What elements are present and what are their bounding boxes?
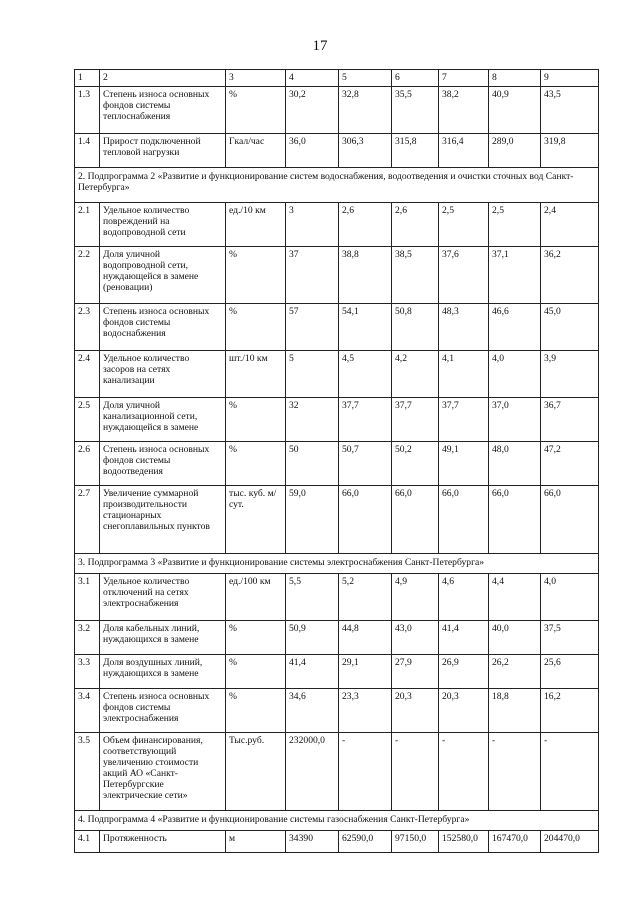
section-row xyxy=(75,811,599,831)
value-cell: 4,4 xyxy=(489,574,541,621)
value-cell: 37,7 xyxy=(439,398,489,442)
unit-cell: % xyxy=(226,398,286,442)
value-cell: 37,0 xyxy=(489,398,541,442)
value-cell: 43,5 xyxy=(541,87,599,134)
value-cell: 2,6 xyxy=(392,203,439,247)
value-cell: 289,0 xyxy=(489,134,541,168)
value-cell: - xyxy=(541,733,599,811)
indicator-name: Доля кабельных линий, нуждающихся в замене xyxy=(100,621,226,655)
value-cell: 23,3 xyxy=(339,689,392,733)
value-cell: 5 xyxy=(286,351,339,398)
row-number: 3.1 xyxy=(75,574,100,621)
header-cell: 5 xyxy=(339,70,392,87)
value-cell: 26,9 xyxy=(439,655,489,689)
table-row xyxy=(75,203,599,247)
value-cell: 40,9 xyxy=(489,87,541,134)
table-row xyxy=(75,655,599,689)
unit-cell: Гкал/час xyxy=(226,134,286,168)
value-cell: 32 xyxy=(286,398,339,442)
value-cell: 50,7 xyxy=(339,442,392,486)
row-number: 2.3 xyxy=(75,304,100,351)
value-cell: 306,3 xyxy=(339,134,392,168)
unit-cell: ед./100 км xyxy=(226,574,286,621)
row-number: 2.6 xyxy=(75,442,100,486)
value-cell: 57 xyxy=(286,304,339,351)
value-cell: 26,2 xyxy=(489,655,541,689)
value-cell: 37,6 xyxy=(439,247,489,304)
value-cell: 20,3 xyxy=(439,689,489,733)
indicator-name: Увеличение суммарной производительности стационарных снегоплавильных пунктов xyxy=(100,486,226,554)
section-row xyxy=(75,554,599,574)
value-cell: 18,8 xyxy=(489,689,541,733)
indicator-name: Удельное количество отключений на сетях электроснабжения xyxy=(100,574,226,621)
value-cell: 66,0 xyxy=(392,486,439,554)
indicators-table xyxy=(74,69,599,853)
value-cell: 315,8 xyxy=(392,134,439,168)
value-cell: 3,9 xyxy=(541,351,599,398)
value-cell: 16,2 xyxy=(541,689,599,733)
indicator-name: Степень износа основных фондов системы водоснабжения xyxy=(100,304,226,351)
row-number: 1.3 xyxy=(75,87,100,134)
header-cell: 8 xyxy=(489,70,541,87)
value-cell: 3 xyxy=(286,203,339,247)
header-cell: 3 xyxy=(226,70,286,87)
header-cell: 1 xyxy=(75,70,100,87)
value-cell: - xyxy=(439,733,489,811)
value-cell: 66,0 xyxy=(439,486,489,554)
header-cell: 7 xyxy=(439,70,489,87)
table-row xyxy=(75,134,599,168)
value-cell: 41,4 xyxy=(286,655,339,689)
table-row xyxy=(75,87,599,134)
indicator-name: Объем финансирования, соответствующий увеличению стоимости акций АО «Санкт-Петербургские электрические сети» xyxy=(100,733,226,811)
value-cell: - xyxy=(392,733,439,811)
value-cell: 37,7 xyxy=(339,398,392,442)
value-cell: 66,0 xyxy=(541,486,599,554)
indicator-name: Удельное количество повреждений на водопроводной сети xyxy=(100,203,226,247)
unit-cell: м xyxy=(226,831,286,853)
header-cell: 2 xyxy=(100,70,226,87)
indicator-name: Прирост подключенной тепловой нагрузки xyxy=(100,134,226,168)
value-cell: 38,8 xyxy=(339,247,392,304)
row-number: 3.5 xyxy=(75,733,100,811)
row-number: 2.5 xyxy=(75,398,100,442)
value-cell: 32,8 xyxy=(339,87,392,134)
value-cell: 66,0 xyxy=(339,486,392,554)
value-cell: 2,4 xyxy=(541,203,599,247)
value-cell: 97150,0 xyxy=(392,831,439,853)
value-cell: 50,8 xyxy=(392,304,439,351)
unit-cell: % xyxy=(226,689,286,733)
value-cell: 44,8 xyxy=(339,621,392,655)
value-cell: 4,6 xyxy=(439,574,489,621)
table-row xyxy=(75,621,599,655)
table-row xyxy=(75,304,599,351)
table-row xyxy=(75,733,599,811)
unit-cell: % xyxy=(226,247,286,304)
value-cell: 36,2 xyxy=(541,247,599,304)
section-title: 3. Подпрограмма 3 «Развитие и функционирование системы электроснабжения Санкт-Петербурга» xyxy=(75,554,599,574)
indicator-name: Удельное количество засоров на сетях канализации xyxy=(100,351,226,398)
value-cell: 20,3 xyxy=(392,689,439,733)
indicator-name: Протяженность xyxy=(100,831,226,853)
header-cell: 6 xyxy=(392,70,439,87)
table-row xyxy=(75,486,599,554)
unit-cell: тыс. куб. м/сут. xyxy=(226,486,286,554)
value-cell: 54,1 xyxy=(339,304,392,351)
header-cell: 9 xyxy=(541,70,599,87)
value-cell: 34,6 xyxy=(286,689,339,733)
indicator-name: Степень износа основных фондов системы теплоснабжения xyxy=(100,87,226,134)
unit-cell: % xyxy=(226,621,286,655)
value-cell: 37 xyxy=(286,247,339,304)
value-cell: 5,2 xyxy=(339,574,392,621)
value-cell: - xyxy=(489,733,541,811)
value-cell: 41,4 xyxy=(439,621,489,655)
unit-cell: % xyxy=(226,442,286,486)
value-cell: 37,7 xyxy=(392,398,439,442)
value-cell: 35,5 xyxy=(392,87,439,134)
value-cell: 48,3 xyxy=(439,304,489,351)
value-cell: 4,1 xyxy=(439,351,489,398)
value-cell: 66,0 xyxy=(489,486,541,554)
value-cell: 36,0 xyxy=(286,134,339,168)
value-cell: 25,6 xyxy=(541,655,599,689)
page-number: 17 xyxy=(312,38,328,54)
value-cell: 47,2 xyxy=(541,442,599,486)
section-row xyxy=(75,168,599,203)
row-number: 3.3 xyxy=(75,655,100,689)
value-cell: 34390 xyxy=(286,831,339,853)
value-cell: 4,0 xyxy=(541,574,599,621)
indicator-name: Доля уличной канализационной сети, нуждающейся в замене xyxy=(100,398,226,442)
value-cell: 4,9 xyxy=(392,574,439,621)
value-cell: 2,5 xyxy=(439,203,489,247)
value-cell: 46,6 xyxy=(489,304,541,351)
value-cell: 40,0 xyxy=(489,621,541,655)
row-number: 2.2 xyxy=(75,247,100,304)
value-cell: 50,2 xyxy=(392,442,439,486)
row-number: 2.7 xyxy=(75,486,100,554)
value-cell: 29,1 xyxy=(339,655,392,689)
value-cell: 4,0 xyxy=(489,351,541,398)
row-number: 1.4 xyxy=(75,134,100,168)
value-cell: 152580,0 xyxy=(439,831,489,853)
value-cell: 316,4 xyxy=(439,134,489,168)
table-row xyxy=(75,574,599,621)
row-number: 2.4 xyxy=(75,351,100,398)
value-cell: 43,0 xyxy=(392,621,439,655)
value-cell: 232000,0 xyxy=(286,733,339,811)
value-cell: 37,5 xyxy=(541,621,599,655)
value-cell: 48,0 xyxy=(489,442,541,486)
value-cell: - xyxy=(339,733,392,811)
value-cell: 2,6 xyxy=(339,203,392,247)
unit-cell: % xyxy=(226,87,286,134)
value-cell: 50,9 xyxy=(286,621,339,655)
value-cell: 30,2 xyxy=(286,87,339,134)
unit-cell: шт./10 км xyxy=(226,351,286,398)
table-row xyxy=(75,351,599,398)
value-cell: 45,0 xyxy=(541,304,599,351)
value-cell: 62590,0 xyxy=(339,831,392,853)
value-cell: 50 xyxy=(286,442,339,486)
table-row xyxy=(75,398,599,442)
row-number: 3.4 xyxy=(75,689,100,733)
section-title: 2. Подпрограмма 2 «Развитие и функционирование систем водоснабжения, водоотведения и очистки сточных вод Санкт-Петербурга» xyxy=(75,168,599,203)
table-row xyxy=(75,247,599,304)
table-header-row xyxy=(75,70,599,87)
unit-cell: Тыс.руб. xyxy=(226,733,286,811)
value-cell: 36,7 xyxy=(541,398,599,442)
value-cell: 5,5 xyxy=(286,574,339,621)
value-cell: 27,9 xyxy=(392,655,439,689)
indicator-name: Доля уличной водопроводной сети, нуждающейся в замене (реновации) xyxy=(100,247,226,304)
value-cell: 37,1 xyxy=(489,247,541,304)
table-row xyxy=(75,831,599,853)
row-number: 3.2 xyxy=(75,621,100,655)
value-cell: 38,5 xyxy=(392,247,439,304)
row-number: 2.1 xyxy=(75,203,100,247)
value-cell: 49,1 xyxy=(439,442,489,486)
indicator-name: Степень износа основных фондов системы водоотведения xyxy=(100,442,226,486)
table-row xyxy=(75,442,599,486)
value-cell: 204470,0 xyxy=(541,831,599,853)
value-cell: 4,5 xyxy=(339,351,392,398)
section-title: 4. Подпрограмма 4 «Развитие и функционирование системы газоснабжения Санкт-Петербурга» xyxy=(75,811,599,831)
value-cell: 2,5 xyxy=(489,203,541,247)
indicator-name: Степень износа основных фондов системы электроснабжения xyxy=(100,689,226,733)
unit-cell: % xyxy=(226,304,286,351)
indicator-name: Доля воздушных линий, нуждающихся в замене xyxy=(100,655,226,689)
unit-cell: ед./10 км xyxy=(226,203,286,247)
row-number: 4.1 xyxy=(75,831,100,853)
header-cell: 4 xyxy=(286,70,339,87)
value-cell: 167470,0 xyxy=(489,831,541,853)
value-cell: 59,0 xyxy=(286,486,339,554)
value-cell: 4,2 xyxy=(392,351,439,398)
value-cell: 38,2 xyxy=(439,87,489,134)
value-cell: 319,8 xyxy=(541,134,599,168)
unit-cell: % xyxy=(226,655,286,689)
table-row xyxy=(75,689,599,733)
